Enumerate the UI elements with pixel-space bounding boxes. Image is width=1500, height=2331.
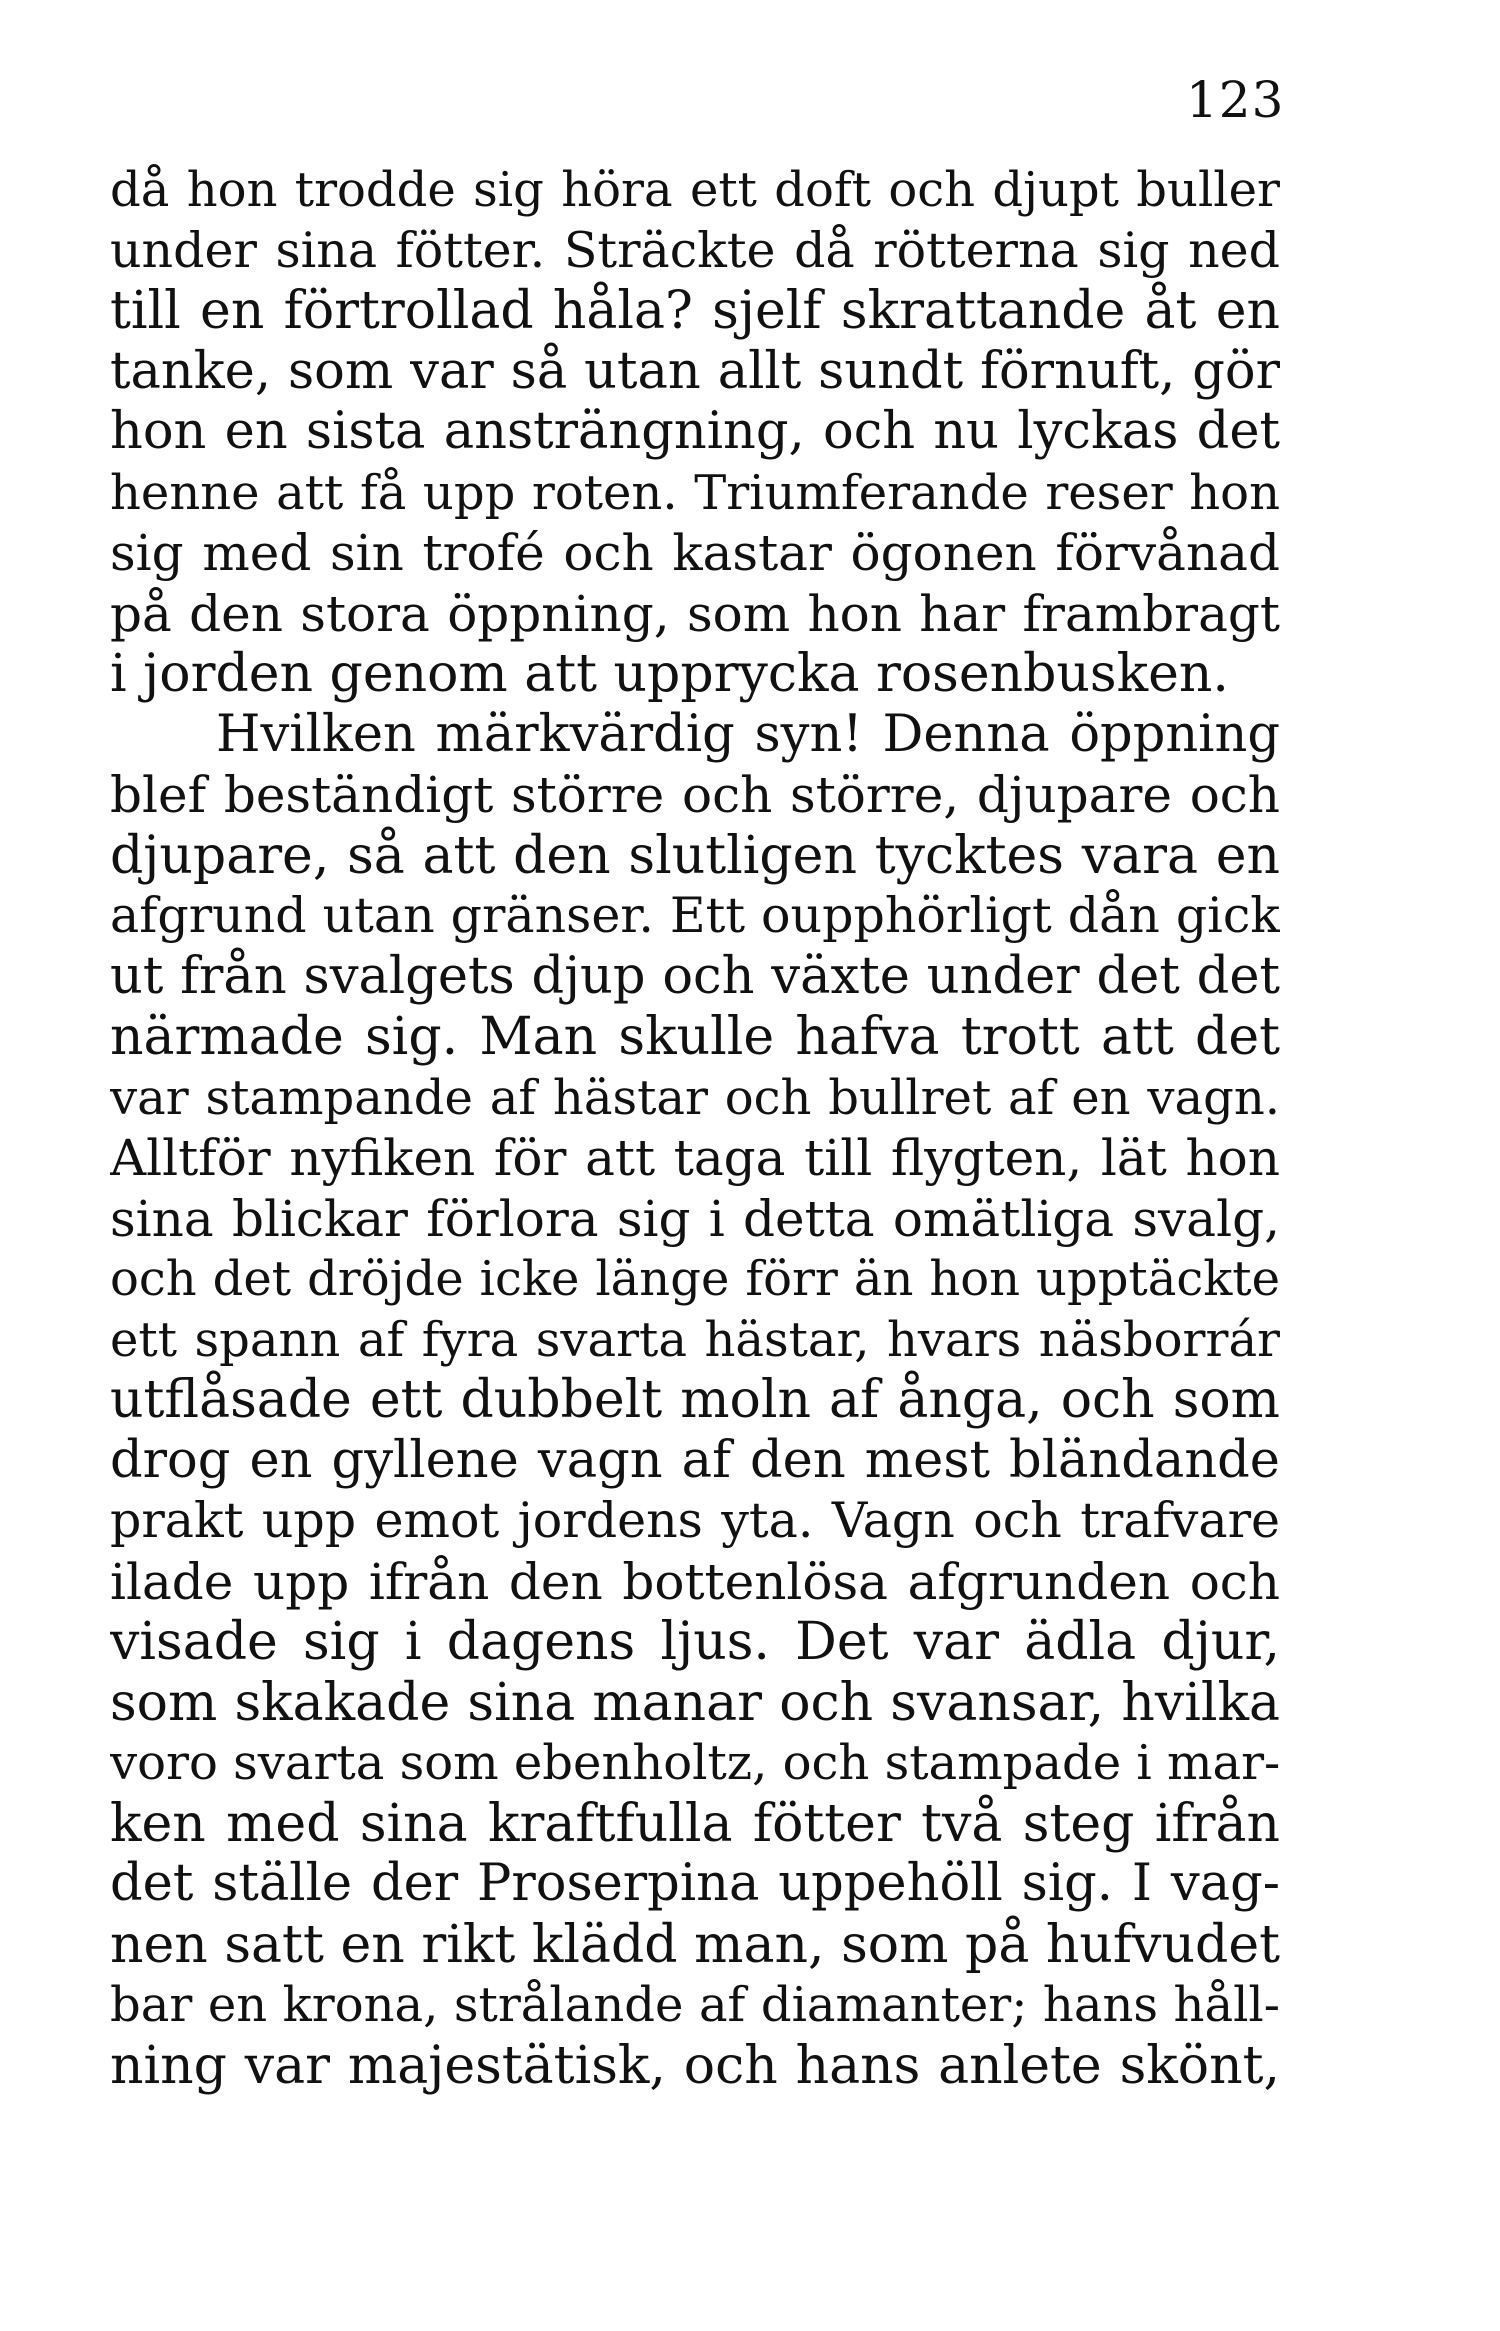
text-line: ut från svalgets djup och växte under det det <box>110 946 1280 1006</box>
text-line: sina blickar förlora sig i detta omätliga svalg, <box>110 1189 1280 1248</box>
text-line: närmade sig. Man skulle hafva trott att det <box>110 1007 1280 1067</box>
text-line: under sina fötter. Sträckte då rötterna sig ned <box>110 221 1280 279</box>
text-line: tanke, som var så utan allt sundt förnuft, gör <box>110 341 1280 401</box>
text-line: hon en sista ansträngning, och nu lyckas det <box>110 402 1280 461</box>
text-line: djupare, så att den slutligen tycktes vara en <box>110 825 1280 886</box>
text-line: Hvilken märkvärdig syn! Denna öppning <box>216 704 1280 764</box>
text-line: voro svarta som ebenholtz, och stampade i mar- <box>110 1735 1280 1791</box>
text-line: ilade upp ifrån den bottenlösa afgrunden och <box>110 1552 1280 1611</box>
text-line: prakt upp emot jordens yta. Vagn och trafvare <box>110 1492 1280 1549</box>
text-line: utflåsade ett dubbelt moln af ånga, och som <box>110 1370 1280 1430</box>
text-line: afgrund utan gränser. Ett oupphörligt dån gick <box>110 887 1280 944</box>
text-line: bar en krona, strålande af diamanter; hans håll- <box>110 1977 1280 2033</box>
text-line: och det dröjde icke länge förr än hon upptäckte <box>110 1251 1280 1307</box>
text-line: drog en gyllene vagn af den mest bländande <box>110 1430 1280 1490</box>
text-line: blef beständigt större och större, djupare och <box>110 766 1280 824</box>
text-line: nen satt en rikt klädd man, som på hufvudet <box>110 1914 1280 1975</box>
body-text <box>110 160 1280 2096</box>
text-line: det ställe der Proserpina uppehöll sig. I vag- <box>110 1854 1280 1913</box>
text-line: var stampande af hästar och bullret af en vagn. <box>110 1069 1280 1126</box>
text-line: då hon trodde sig höra ett doft och djupt buller <box>110 162 1280 218</box>
text-line: ett spann af fyra svarta hästar, hvars näsborrár <box>110 1311 1280 1368</box>
page-number: 123 <box>1186 71 1285 129</box>
text-line: Alltför nyfiken för att taga till flygten, lät hon <box>110 1129 1280 1187</box>
text-line: i jorden genom att upprycka rosenbusken. <box>110 644 1229 704</box>
text-line: som skakade sina manar och svansar, hvilka <box>110 1672 1280 1733</box>
text-line: visade sig i dagens ljus. Det var ädla djur, <box>110 1612 1280 1672</box>
text-line: till en förtrollad håla? sjelf skrattande åt en <box>110 281 1280 341</box>
text-line: ning var majestätisk, och hans anlete skönt, <box>110 2035 1280 2096</box>
text-line: ken med sina kraftfulla fötter två steg ifrån <box>110 1793 1280 1854</box>
text-line: sig med sin trofé och kastar ögonen förvånad <box>110 524 1280 582</box>
text-line: på den stora öppning, som hon har frambragt <box>110 584 1280 643</box>
text-line: henne att få upp roten. Triumferande reser hon <box>110 464 1280 521</box>
